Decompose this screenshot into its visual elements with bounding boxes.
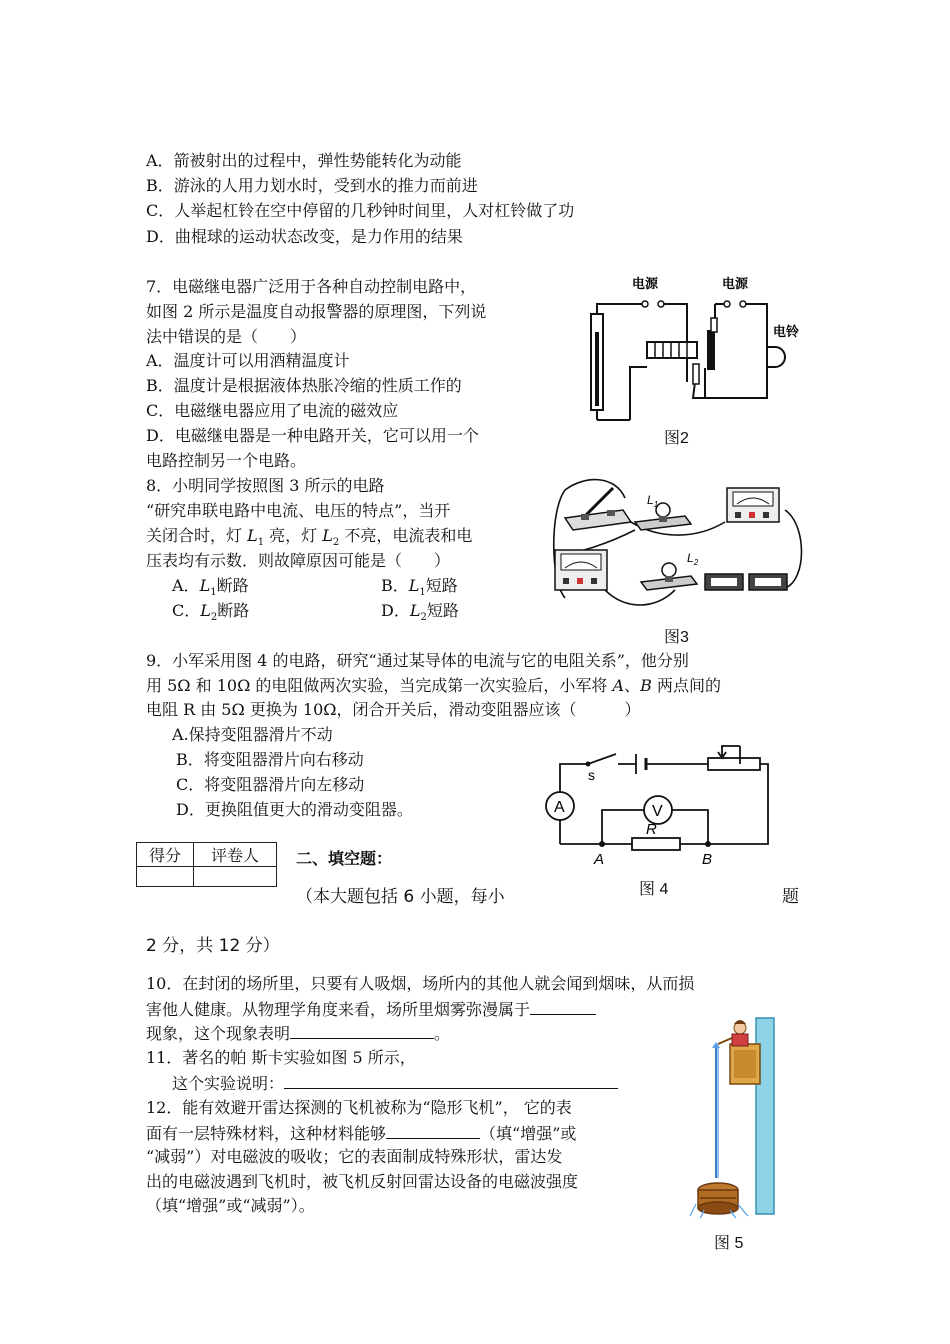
q10-line-3: 现象，这个现象表明 。 [146, 1024, 451, 1043]
q10-blank-3[interactable] [378, 1022, 434, 1039]
q8-option-a: A．$L_1$断路 [172, 576, 249, 599]
q9-line-3: 电阻 R 由 5Ω 更换为 10Ω，闭合开关后，滑动变阻器应该（ ） [146, 700, 641, 719]
fig3-lamp2-label: $L_2$ [687, 551, 699, 567]
section-2-desc-2: 2 分，共 12 分） [146, 936, 280, 956]
section-2-title: 二、填空题： [296, 849, 393, 868]
q10-blank-2[interactable] [290, 1022, 378, 1039]
q10-line-2: 害他人健康。从物理学角度来看，场所里烟雾弥漫属于 [146, 998, 596, 1021]
q7-option-d-line-1: D．电磁继电器是一种电路开关，它可以用一个 [146, 426, 479, 445]
figure-2-relay-circuit [575, 272, 815, 442]
q10-line-1: 10．在封闭的场所里，只要有人吸烟，场所内的其他人就会闻到烟味，从而损 [146, 974, 695, 993]
fig4-point-b: B [702, 851, 713, 868]
battery-pack [705, 574, 787, 590]
q7-line-2: 如图 2 所示是温度自动报警器的原理图，下列说 [146, 302, 487, 321]
fig4-voltmeter-label: V [652, 803, 663, 820]
q11-line-2: 这个实验说明： [172, 1072, 618, 1095]
fig5-caption: 图 5 [714, 1235, 744, 1252]
voltmeter-top [727, 488, 779, 522]
q8-line-3: 关闭合时，灯 $L_1$ 亮，灯 $L_2$ 不亮，电流表和电 [146, 526, 473, 549]
fig4-point-a: A [594, 851, 605, 868]
q8-line-1: 8．小明同学按照图 3 所示的电路 [146, 476, 385, 495]
grader-cell[interactable] [194, 867, 277, 887]
q8-option-b: B．$L_1$短路 [381, 576, 458, 599]
figure-4-circuit [540, 748, 780, 868]
q7-option-a: A．温度计可以用酒精温度计 [146, 351, 350, 370]
q10-blank-1[interactable] [530, 998, 596, 1015]
section-2-desc-1: （本大题包括 6 小题，每小 [296, 887, 505, 907]
q12-blank-1[interactable] [386, 1122, 444, 1139]
q6-option-d: D．曲棍球的运动状态改变，是力作用的结果 [146, 227, 463, 246]
q7-option-d-line-2: 电路控制另一个电路。 [146, 451, 307, 470]
q11-blank[interactable] [284, 1072, 618, 1089]
q8-option-c: C．$L_2$断路 [172, 601, 250, 624]
q7-option-c: C．电磁继电器应用了电流的磁效应 [146, 401, 399, 420]
q12-line-4: 出的电磁波遇到飞机时，被飞机反射回雷达设备的电磁波强度 [146, 1172, 579, 1191]
q7-option-b: B．温度计是根据液体热胀冷缩的性质工作的 [146, 376, 462, 395]
q12-line-5: （填“增强”或“减弱”）。 [146, 1196, 315, 1215]
q8-line-2: “研究串联电路中电流、电压的特点”，当开 [146, 501, 451, 520]
q6-option-a: A．箭被射出的过程中，弹性势能转化为动能 [146, 151, 462, 170]
section-2-desc-1-tail: 题 [782, 887, 799, 907]
ammeter-bottom [555, 550, 607, 590]
q8-option-d: D．$L_2$短路 [381, 601, 459, 624]
fig2-source-label-1: 电源 [632, 276, 659, 291]
figure-5-pascal-barrel [690, 1018, 790, 1218]
q9-option-c: C．将变阻器滑片向左移动 [176, 775, 365, 794]
q9-option-a: A.保持变阻器滑片不动 [172, 725, 333, 744]
fig2-caption: 图2 [664, 430, 689, 447]
fig3-caption: 图3 [664, 629, 689, 646]
q12-line-1: 12．能有效避开雷达探测的飞机被称为“隐形飞机”， 它的表 [146, 1098, 572, 1117]
q9-option-d: D．更换阻值更大的滑动变阻器。 [176, 800, 413, 819]
q9-option-b: B．将变阻器滑片向右移动 [176, 750, 364, 769]
q11-line-1: 11．著名的帕 斯卡实验如图 5 所示， [146, 1048, 416, 1067]
grader-header: 评卷人 [194, 843, 277, 867]
fig4-caption: 图 4 [639, 881, 669, 898]
score-table [136, 842, 277, 887]
q12-blank-2[interactable] [444, 1122, 480, 1139]
q6-option-b: B．游泳的人用力划水时，受到水的推力而前进 [146, 176, 478, 195]
score-cell[interactable] [137, 867, 194, 887]
q9-line-1: 9．小军采用图 4 的电路，研究“通过某导体的电流与它的电阻关系”，他分别 [146, 651, 689, 670]
fig2-bell-label: 电铃 [773, 324, 800, 339]
lamp-2 [641, 563, 697, 590]
bell-icon [767, 347, 785, 367]
fig3-lamp1-label: $L_1$ [647, 493, 659, 509]
score-header: 得分 [137, 843, 194, 867]
fig2-source-label-2: 电源 [722, 276, 749, 291]
fig4-resistor-label: R [646, 821, 657, 838]
q9-line-2: 用 5Ω 和 10Ω 的电阻做两次实验，当完成第一次实验后，小军将 A、B 两点间的 [146, 676, 721, 695]
q12-line-2: 面有一层特殊材料，这种材料能够 （填“增强”或 [146, 1124, 577, 1143]
q12-line-3: “减弱”）对电磁波的吸收；它的表面制成特殊形状，雷达发 [146, 1147, 563, 1166]
lamp-1 [635, 503, 691, 530]
q8-line-4: 压表均有示数．则故障原因可能是（ ） [146, 551, 451, 570]
fig4-switch-label: s [588, 767, 595, 783]
q6-option-c: C．人举起杠铃在空中停留的几秒钟时间里，人对杠铃做了功 [146, 201, 575, 220]
switch-component [565, 488, 631, 530]
fig4-ammeter-label: A [554, 799, 565, 816]
q7-line-3: 法中错误的是（ ） [146, 327, 307, 346]
q7-line-1: 7．电磁继电器广泛用于各种自动控制电路中， [146, 277, 477, 296]
figure-3-series-circuit [545, 470, 805, 620]
